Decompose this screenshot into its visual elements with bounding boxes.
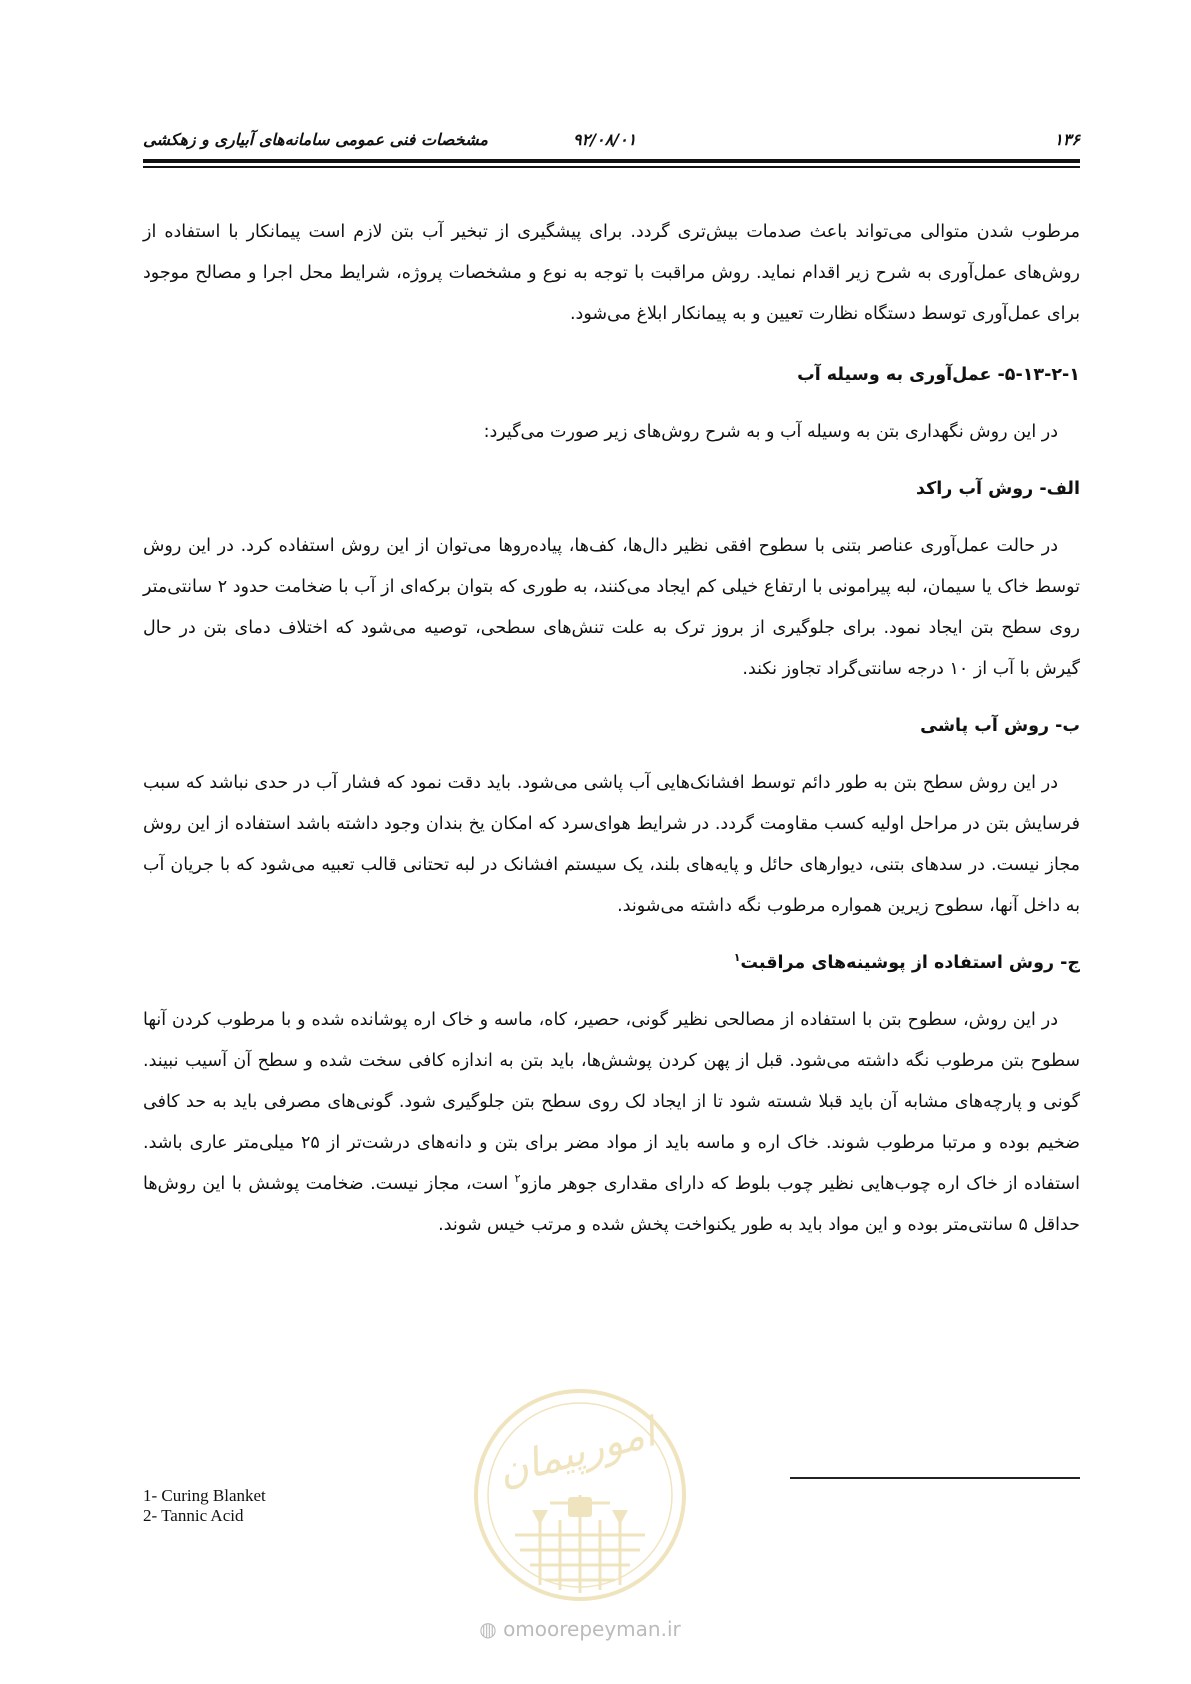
- section-heading: ۵-۱۳-۲-۱- عمل‌آوری به وسیله آب: [797, 365, 1080, 385]
- method-c-text-part2: است، مجاز نیست. ضخامت پوشش با این روش‌ها حداقل ۵ سانتی‌متر بوده و این مواد باید به طور یکنواخت پخش شده و مرتب خیس شوند.: [143, 1174, 1080, 1235]
- method-c-heading: [143, 943, 1080, 984]
- method-a-heading: الف- روش آب راکد: [916, 479, 1080, 499]
- watermark-url: ◍ omoorepeyman.ir: [479, 1617, 681, 1641]
- method-b-paragraph: در این روش سطح بتن به طور دائم توسط افشانک‌هایی آب پاشی می‌شود. باید دقت نمود که فشار آب در حدی نباشد که سبب فرسایش بتن در مراحل اولیه کسب مقاومت گردد. در شرایط هوای‌سرد که امکان یخ بندان وجود داشته باشد استفاده از این روش مجاز نیست. در سدهای بتنی، دیوارهای حائل و پایه‌های بلند، یک سیستم افشانک در لبه تحتانی قالب تعبیه می‌شود که با جریان آب به داخل آنها، سطوح زیرین همواره مرطوب نگه داشته می‌شوند.: [143, 773, 1080, 916]
- method-c-heading-text: ج- روش استفاده از پوشینه‌های مراقبت: [740, 953, 1080, 973]
- header-rule-thin: [143, 166, 1080, 168]
- footnote-ref-2: ۲: [514, 1172, 521, 1186]
- page-number: ۱۳۶: [1054, 130, 1080, 149]
- intro-paragraph: مرطوب شدن متوالی می‌تواند باعث صدمات بیش‌تری گردد. برای پیشگیری از تبخیر آب بتن لازم است پیمانکار با استفاده از روش‌های عمل‌آوری به شرح زیر اقدام نماید. روش مراقبت با توجه به نوع و مشخصات پروژه، شرایط محل اجرا و مصالح موجود برای عمل‌آوری توسط دستگاه نظارت تعیین و به پیمانکار ابلاغ می‌شود.: [143, 222, 1080, 324]
- page-header: [143, 126, 1080, 158]
- footnote-1: 1- Curing Blanket: [143, 1486, 266, 1505]
- header-rule-thick: [143, 159, 1080, 163]
- header-date: ۹۲/۰۸/۰۱: [573, 130, 637, 149]
- footnote-separator: [790, 1477, 1080, 1479]
- method-b-heading: ب- روش آب پاشی: [920, 716, 1080, 736]
- watermark-logo: [470, 1385, 690, 1605]
- section-lead: در این روش نگهداری بتن به وسیله آب و به شرح روش‌های زیر صورت می‌گیرد:: [483, 422, 1058, 442]
- header-title: مشخصات فنی عمومی سامانه‌های آبیاری و زهکشی: [143, 130, 488, 149]
- method-c-paragraph: [143, 1000, 1080, 1246]
- footnote-ref-1: ۱: [733, 951, 741, 965]
- footnotes: [143, 1486, 266, 1526]
- watermark-logo-text: امورپیمان: [493, 1409, 661, 1496]
- method-c-text-part1: در این روش، سطوح بتن با استفاده از مصالحی نظیر گونی، حصیر، کاه، ماسه و خاک اره پوشانده شده و با مرطوب کردن آنها سطوح بتن مرطوب نگه داشته می‌شود. قبل از پهن کردن پوشش‌ها، باید بتن به اندازه کافی سخت شده و سطح آن آسیب نبیند. گونی و پارچه‌های مشابه آن باید قبلا شسته شود تا از ایجاد لک روی سطح بتن جلوگیری شود. گونی‌های مصرفی باید به حد کافی ضخیم بوده و مرتبا مرطوب شوند. خاک اره و ماسه باید از مواد مضر برای بتن و دانه‌های درشت‌تر از ۲۵ میلی‌متر عاری باشد. استفاده از خاک اره چوب‌هایی نظیر چوب بلوط که دارای مقداری جوهر مازو: [143, 1010, 1080, 1194]
- watermark-url-text: omoorepeyman.ir: [503, 1617, 681, 1641]
- document-body: [143, 212, 1080, 1246]
- method-a-paragraph: در حالت عمل‌آوری عناصر بتنی با سطوح افقی نظیر دال‌ها، کف‌ها، پیاده‌روها می‌توان از این روش استفاده کرد. در این روش توسط خاک یا سیمان، لبه پیرامونی با ارتفاع خیلی کم ایجاد می‌کنند، به طوری که بتوان برکه‌ای از آب با ضخامت حدود ۲ سانتی‌متر روی سطح بتن ایجاد نمود. برای جلوگیری از بروز ترک به علت تنش‌های سطحی، توصیه می‌شود که اختلاف دمای بتن در حال گیرش با آب از ۱۰ درجه سانتی‌گراد تجاوز نکند.: [143, 536, 1080, 679]
- footnote-2: 2- Tannic Acid: [143, 1506, 244, 1525]
